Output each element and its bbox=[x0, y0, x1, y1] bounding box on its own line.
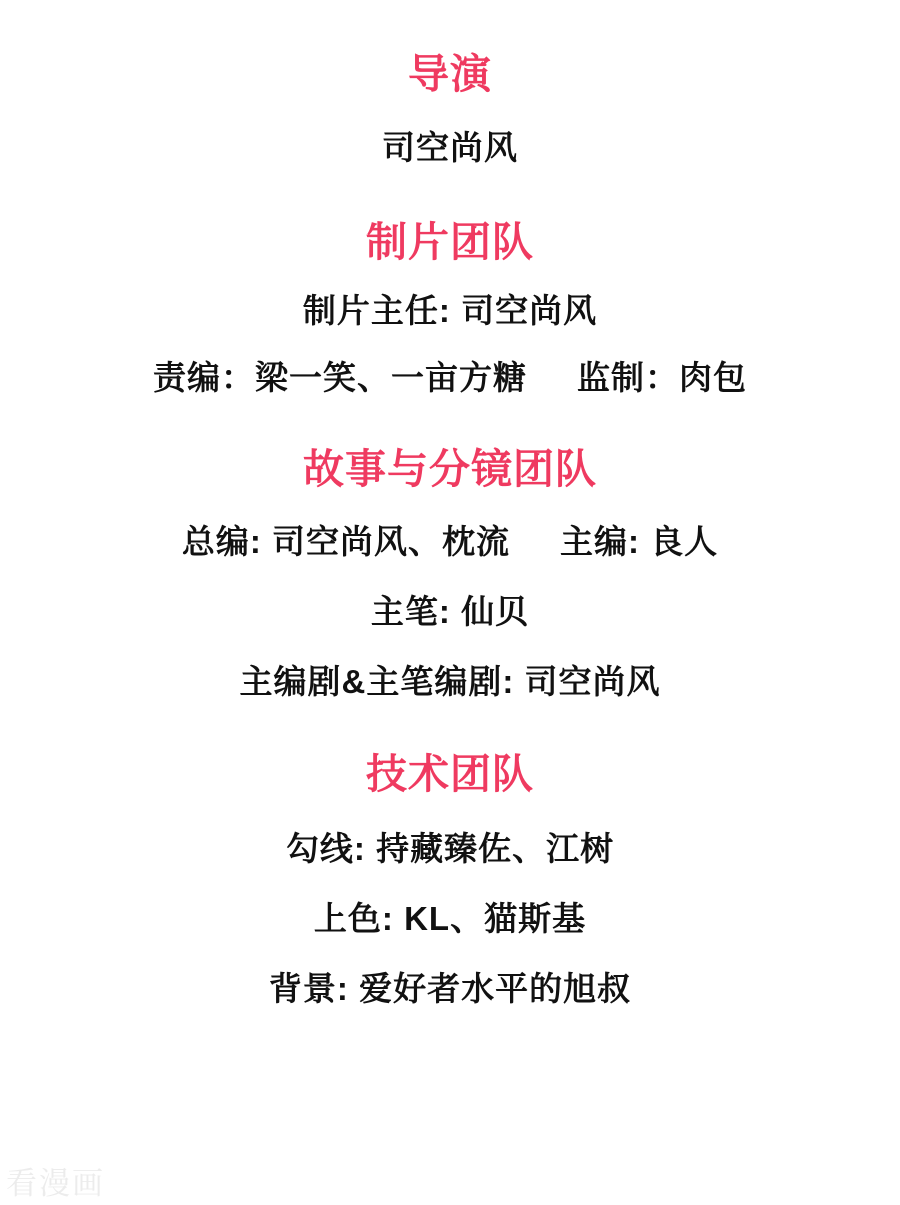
credit-part-editor-in-chief: 总编: 司空尚风、枕流 bbox=[181, 523, 510, 560]
credit-line-director-name: 司空尚风 bbox=[382, 129, 518, 166]
credit-line-production-director: 制片主任: 司空尚风 bbox=[302, 292, 598, 329]
credit-line-lead-artist: 主笔: 仙贝 bbox=[370, 593, 530, 630]
credit-part-responsible-editors: 责编：梁一笑、一亩方糖 bbox=[153, 359, 527, 396]
section-heading-story-storyboard-team: 故事与分镜团队 bbox=[303, 446, 597, 492]
credit-line-lineart: 勾线: 持藏臻佐、江树 bbox=[285, 830, 615, 867]
section-heading-production-team: 制片团队 bbox=[366, 219, 534, 265]
section-heading-director: 导演 bbox=[408, 51, 492, 97]
section-heading-technical-team: 技术团队 bbox=[366, 751, 534, 797]
credit-part-supervisor: 监制：肉包 bbox=[577, 359, 747, 396]
credit-part-chief-editor: 主编: 良人 bbox=[560, 523, 719, 560]
credit-line-lead-screenwriter: 主编剧&主笔编剧: 司空尚风 bbox=[239, 663, 661, 700]
credit-line-background: 背景: 爱好者水平的旭叔 bbox=[268, 970, 632, 1007]
credit-line-coloring: 上色: KL、猫斯基 bbox=[313, 900, 587, 937]
credit-line-chief-editors bbox=[0, 516, 900, 563]
credit-line-editors-supervisor bbox=[0, 352, 900, 399]
reader-watermark: 看漫画 bbox=[6, 1166, 105, 1201]
